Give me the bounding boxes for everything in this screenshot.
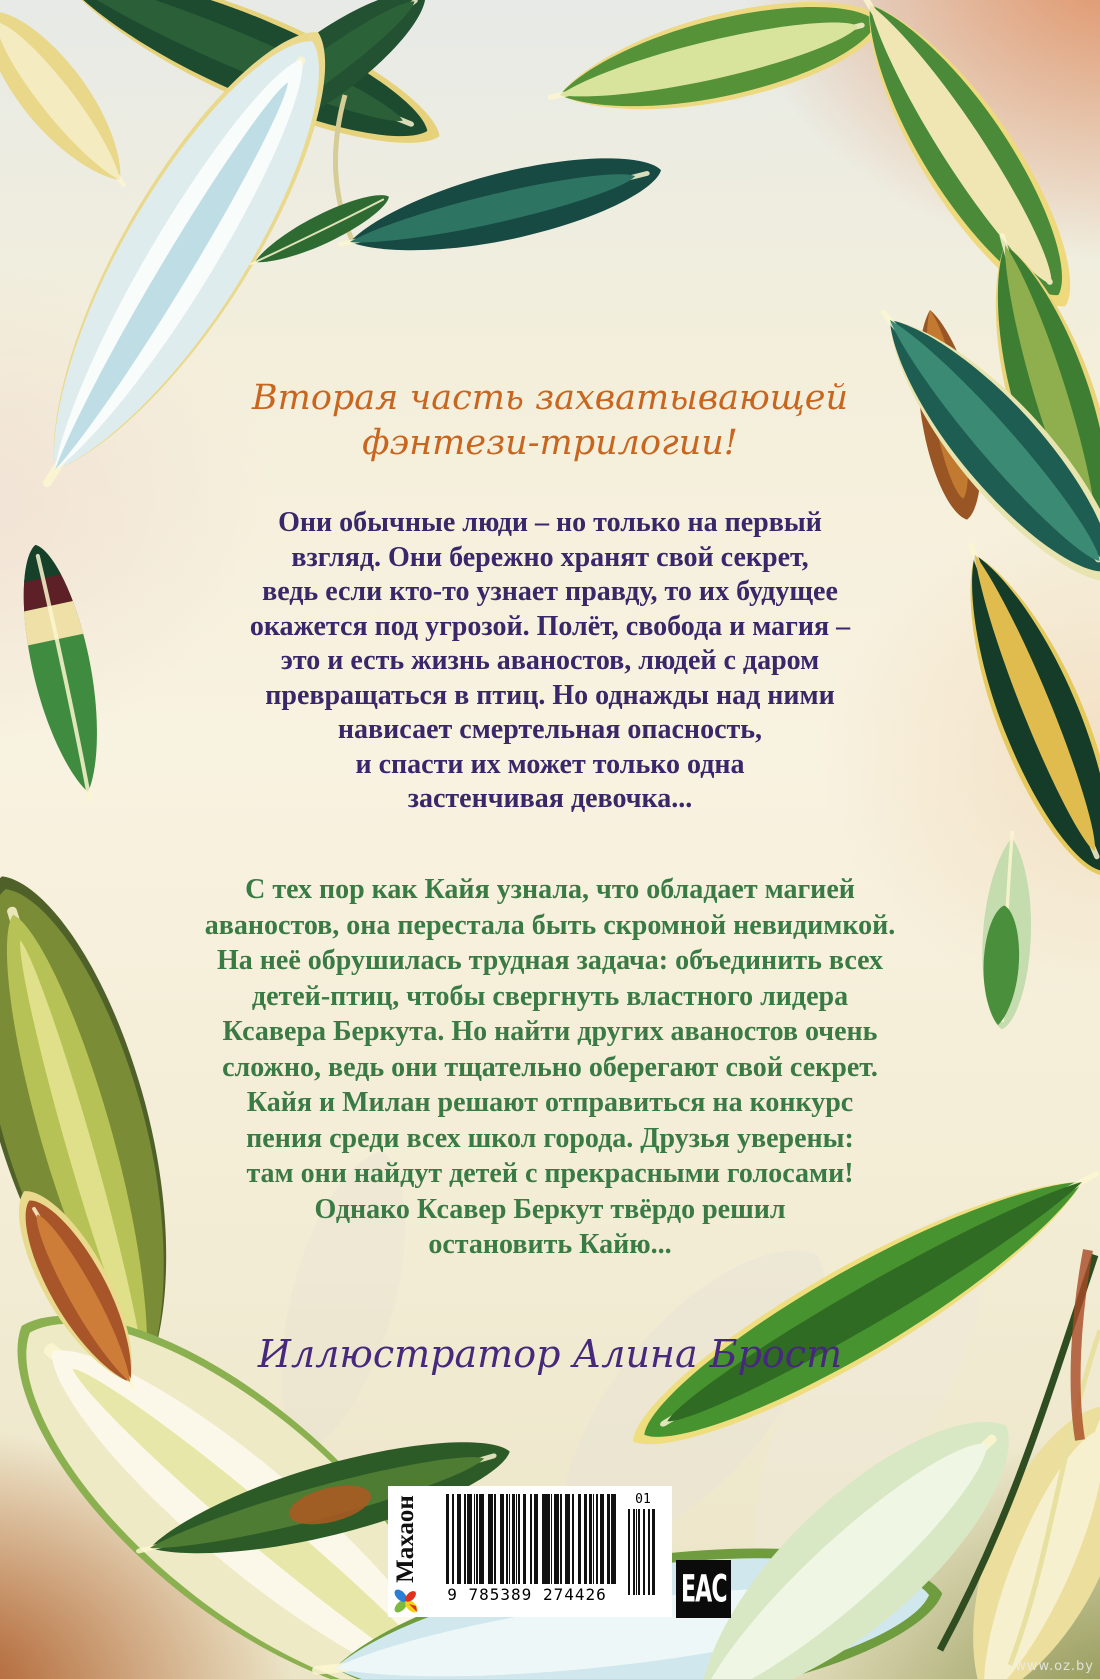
text-line: детей-птиц, чтобы свергнуть властного лидера — [251, 980, 849, 1012]
text-line: там они найдут детей с прекрасными голосами! — [246, 1158, 854, 1189]
text-line: окажется под угрозой. Полёт, свобода и магия – — [249, 610, 851, 642]
text-line: фэнтези-трилогии! — [362, 423, 738, 463]
watermark: www.oz.by — [1015, 1659, 1094, 1674]
eac-certification-mark — [676, 1560, 731, 1618]
butterfly-icon — [393, 1588, 419, 1614]
barcode-addon-bars — [628, 1509, 658, 1595]
tagline — [0, 376, 1100, 466]
publisher-logo — [388, 1486, 428, 1617]
text-line: На неё обрушилась трудная задача: объединить всех — [217, 945, 883, 976]
text-line: Вторая часть захватывающей — [251, 378, 849, 418]
text-line: нависает смертельная опасность, — [337, 714, 763, 745]
publisher-name: Махаон — [392, 1495, 419, 1583]
barcode-addon-number: 01 — [635, 1492, 651, 1507]
illustrator-credit: Иллюстратор Алина Брост — [257, 1332, 843, 1376]
text-line: С тех пор как Кайя узнала, что обладает магией — [245, 874, 855, 905]
text-line: и спасти их может только одна — [355, 748, 745, 780]
text-line: Ксавера Беркута. Но найти других аваностов очень — [222, 1016, 878, 1047]
text-line: Они обычные люди – но только на первый — [278, 507, 822, 538]
text-line: остановить Кайю... — [428, 1229, 672, 1260]
text-line: Однако Ксавер Беркут твёрдо решил — [314, 1193, 786, 1225]
eac-label: ЕАС — [680, 1567, 727, 1611]
barcode-bars — [446, 1494, 616, 1584]
barcode-panel — [388, 1486, 672, 1617]
text-line: сложно, ведь они тщательно оберегают свой секрет. — [222, 1051, 878, 1083]
text-line: аваностов, она перестала быть скромной невидимкой. — [204, 909, 896, 941]
text-line: ведь если кто-то узнает правду, то их будущее — [262, 576, 838, 607]
text-line: это и есть жизнь аваностов, людей с даром — [280, 645, 820, 676]
barcode-digits: 9 785389 274426 — [434, 1585, 620, 1604]
text-line: превращаться в птиц. Но однажды над ними — [265, 679, 835, 711]
text-line: взгляд. Они бережно хранят свой секрет, — [291, 541, 809, 573]
blurb-paragraph-1 — [50, 506, 1050, 817]
text-line: Кайя и Милан решают отправиться на конкурс — [246, 1087, 854, 1118]
text-line: застенчивая девочка... — [407, 783, 693, 814]
blurb-paragraph-2 — [50, 872, 1050, 1263]
text-line: пения среди всех школ города. Друзья уверены: — [246, 1122, 854, 1154]
